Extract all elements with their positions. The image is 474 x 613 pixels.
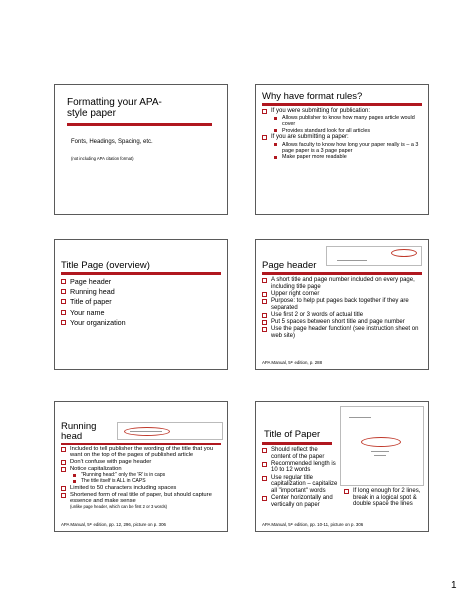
sub-bullet-text: The title itself is ALL in CAPS	[81, 477, 146, 484]
bullet-square-icon	[274, 117, 277, 120]
slide-1	[54, 84, 228, 215]
bullet-box-icon	[61, 467, 66, 472]
bullet-text: Running head	[70, 287, 115, 297]
slide-body	[61, 446, 223, 510]
bullet-item	[344, 488, 424, 508]
bullet-box-icon	[61, 320, 66, 325]
sub-bullet-item	[262, 128, 424, 134]
bullet-box-icon	[262, 292, 267, 297]
slide-3	[54, 239, 228, 370]
bullet-text: If you were submitting for publication:	[271, 108, 371, 114]
bullet-text: If long enough for 2 lines, break in a logical spot & double space the lines	[353, 488, 421, 508]
bullet-square-icon	[73, 474, 76, 477]
slide-2	[255, 84, 429, 215]
bullet-item	[262, 319, 424, 326]
bullet-square-icon	[274, 156, 277, 159]
slide-body-right	[344, 488, 424, 508]
slide-4	[255, 239, 429, 370]
citation-superscript: th	[290, 360, 294, 364]
bullet-item	[61, 308, 223, 318]
bullet-text: Title of paper	[70, 297, 112, 307]
bullet-item	[61, 446, 223, 458]
slide-subtitle: Fonts, Headings, Spacing, etc.	[71, 139, 153, 145]
bullet-box-icon	[262, 313, 267, 318]
page-number: 1	[451, 580, 457, 591]
bullet-item	[61, 492, 223, 509]
bullet-box-icon	[262, 109, 267, 114]
citation-text: APA Manual, 5	[61, 522, 90, 527]
slide-title	[61, 422, 96, 442]
bullet-box-icon	[61, 447, 66, 452]
bullet-text: Shortened form of real title of paper, but should capture essence and make sense	[70, 491, 212, 504]
bullet-box-icon	[262, 299, 267, 304]
title-rule	[61, 272, 221, 275]
bullet-item	[262, 312, 424, 319]
bullet-text: Included to tell publisher the wording of the title that you want on the top of the pages of published article	[70, 446, 214, 459]
bullet-box-icon	[61, 460, 66, 465]
sub-bullet-text: Allows publisher to know how many pages article would cover	[282, 115, 415, 128]
citation-superscript: th	[290, 522, 294, 526]
bullet-item	[262, 108, 424, 115]
bullet-item	[61, 459, 223, 465]
bullet-box-icon	[262, 278, 267, 283]
bullet-box-icon	[262, 327, 267, 332]
title-rule	[262, 103, 422, 106]
title-page-thumbnail	[340, 406, 424, 486]
citation-text: APA Manual, 5	[262, 522, 291, 527]
highlight-oval	[391, 249, 417, 257]
title-rule	[262, 272, 422, 275]
title-rule	[262, 442, 332, 445]
bullet-box-icon	[61, 486, 66, 491]
bullet-text: Don't confuse with page header	[70, 459, 152, 465]
bullet-item	[262, 495, 338, 508]
bullet-box-icon	[61, 289, 66, 294]
bullet-box-icon	[61, 493, 66, 498]
bullet-square-icon	[274, 129, 277, 132]
bullet-item	[262, 326, 424, 339]
page-header-thumbnail	[326, 246, 422, 266]
bullet-item	[61, 277, 223, 287]
citation	[262, 522, 363, 527]
bullet-text: Put 5 spaces between short title and page number	[271, 318, 405, 325]
title-rule	[67, 123, 212, 126]
bullet-box-icon	[61, 279, 66, 284]
citation-text: APA Manual, 5	[262, 360, 291, 365]
slide-body-left	[262, 447, 338, 509]
thumbnail-line	[130, 431, 162, 432]
title-rule	[61, 443, 221, 445]
thumbnail-line	[337, 260, 367, 261]
bullet-text: Upper right corner	[271, 290, 320, 297]
bullet-item	[262, 461, 338, 474]
bullet-text: Should reflect the content of the paper	[271, 447, 325, 460]
bullet-item	[61, 485, 223, 491]
bullet-text: Use first 2 or 3 words of actual title	[271, 311, 364, 318]
highlight-oval	[361, 437, 401, 447]
bullet-item	[61, 297, 223, 307]
bullet-item	[61, 318, 223, 328]
bullet-item	[262, 291, 424, 298]
sub-bullet-text: Provides standard look for all articles	[282, 127, 371, 134]
thumbnail-line	[374, 455, 386, 456]
bullet-text: Notice capitalization	[70, 465, 122, 472]
slide-body	[61, 277, 223, 328]
slide-title: Why have format rules?	[262, 91, 363, 102]
bullet-text: Purpose: to help put pages back together if they are separated	[271, 297, 409, 311]
bullet-square-icon	[274, 143, 277, 146]
slide-title: Title Page (overview)	[61, 260, 150, 271]
sub-bullet-item	[262, 154, 424, 160]
slide-6	[255, 401, 429, 532]
citation-text-end: edition, pp. 12, 296, picture on p. 306	[92, 522, 166, 527]
bullet-text: If you are submitting a paper:	[271, 134, 349, 141]
thumbnail-line	[371, 451, 389, 452]
bullet-box-icon	[262, 448, 267, 453]
bullet-box-icon	[344, 489, 349, 494]
bullet-box-icon	[262, 476, 267, 481]
bullet-text: Use regular title capitalization – capitalize all "important" words	[271, 474, 338, 494]
slide-5	[54, 401, 228, 532]
slide-title: Page header	[262, 260, 317, 271]
citation-text-end: edition, pp. 10-11, picture on p. 306	[293, 522, 364, 527]
bullet-box-icon	[61, 310, 66, 315]
sub-bullet-item	[262, 142, 424, 154]
slide-title-line-2: head	[61, 431, 83, 442]
sub-bullet-item	[262, 115, 424, 127]
slide-title: Title of Paper	[264, 429, 321, 440]
slide-body	[262, 108, 424, 161]
bullet-box-icon	[262, 320, 267, 325]
slide-body	[262, 277, 424, 340]
bullet-box-icon	[262, 462, 267, 467]
bullet-box-icon	[262, 135, 267, 140]
bullet-item	[262, 134, 424, 141]
bullet-text: Page header	[70, 277, 112, 286]
slide-title: Formatting your APA-style paper	[67, 97, 162, 119]
citation	[262, 360, 322, 365]
bullet-text: Recommended length is 10 to 12 words	[271, 460, 336, 474]
bullet-item	[262, 447, 338, 460]
citation	[61, 522, 166, 527]
bullet-box-icon	[262, 496, 267, 501]
slide-note: (not including APA citation format)	[71, 156, 134, 161]
bullet-item	[262, 277, 424, 290]
sub-bullet-text: Make paper more readable	[282, 154, 347, 161]
bullet-text: Your name	[70, 307, 105, 317]
bullet-item	[61, 287, 223, 297]
bullet-item	[262, 298, 424, 311]
slide-title-line-1: Running	[61, 421, 97, 432]
bullet-text: A short title and page number included on every page, including title page	[271, 277, 415, 290]
bullet-box-icon	[61, 299, 66, 304]
bullet-text: Center horizontally and vertically on paper	[271, 494, 333, 508]
sub-bullet-text: Allows faculty to know how long your paper really is – a 3 page paper is a 3 page paper	[282, 141, 419, 154]
bullet-text: Limited to 50 characters including spaces	[70, 484, 177, 491]
citation-superscript: th	[89, 522, 93, 526]
bullet-square-icon	[73, 480, 76, 483]
bullet-item	[262, 475, 338, 495]
bullet-note: (unlike page header, which can be first 2 or 3 words)	[70, 504, 168, 510]
bullet-text: Use the page header function! (see instruction sheet on web site)	[271, 326, 419, 339]
citation-text-end: edition, p. 288	[293, 360, 323, 365]
sub-bullet-text: "Running head:" only the 'R' is in caps	[81, 471, 166, 478]
running-head-thumbnail	[117, 422, 223, 440]
sub-bullet-item	[61, 479, 223, 485]
bullet-text: Your organization	[70, 317, 126, 327]
thumbnail-line	[349, 417, 371, 418]
